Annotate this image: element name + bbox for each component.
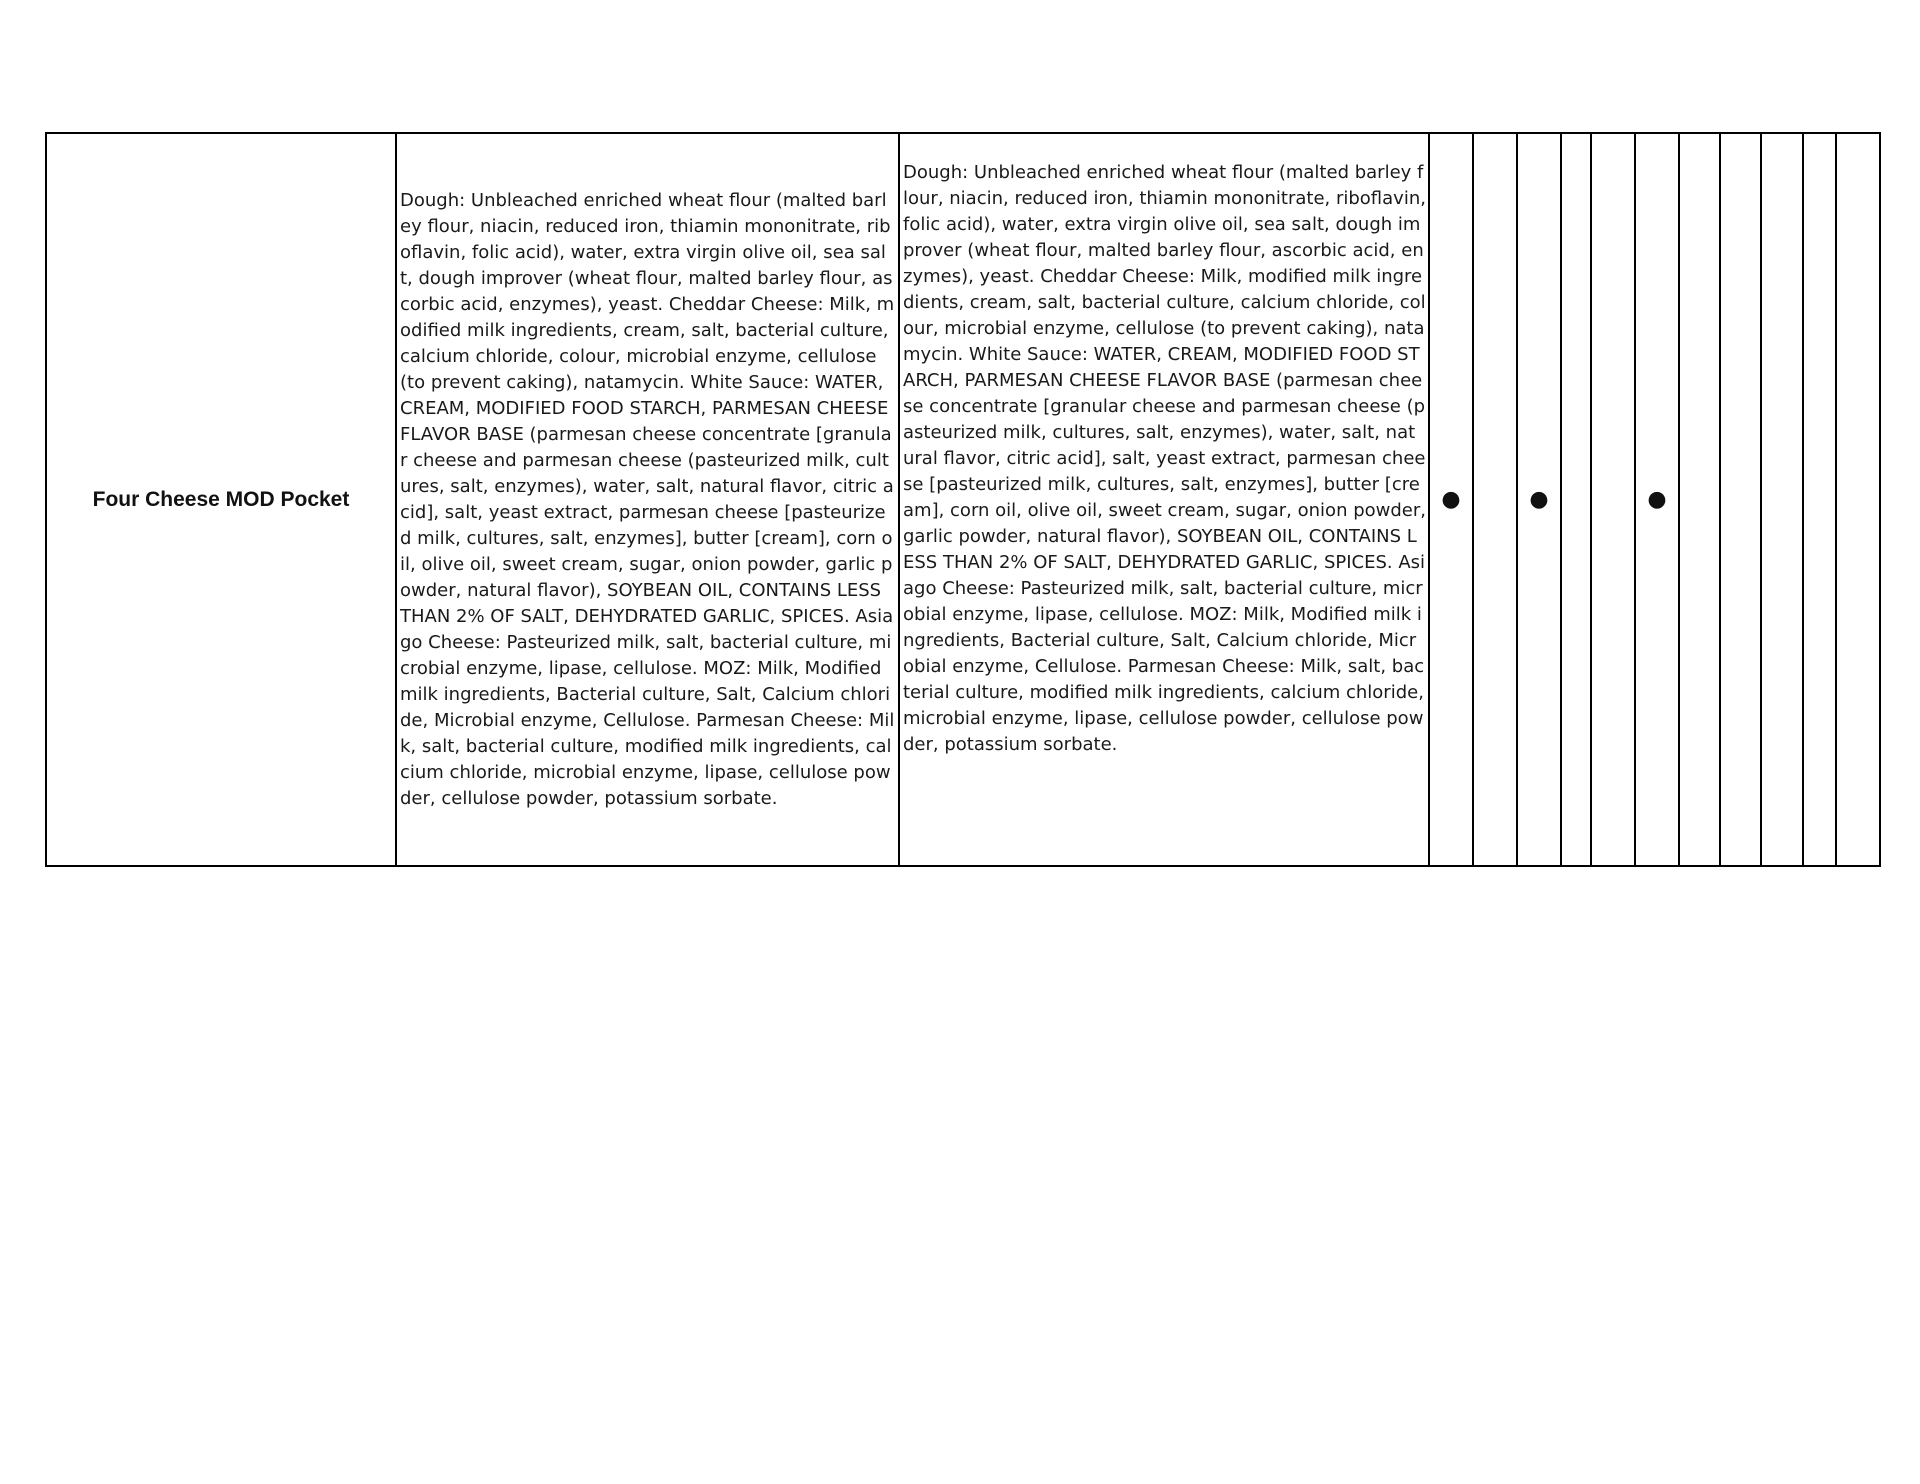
allergen-mark-cell xyxy=(1561,133,1591,866)
ingredients-cell-secondary xyxy=(899,133,1429,866)
allergen-mark: ● xyxy=(1529,486,1549,512)
allergen-mark-cell xyxy=(1591,133,1635,866)
allergen-mark-cell xyxy=(1517,133,1561,866)
allergen-mark-cell xyxy=(1761,133,1803,866)
allergen-mark-cell xyxy=(1836,133,1880,866)
allergen-table xyxy=(45,132,1881,867)
allergen-mark: ● xyxy=(1441,486,1461,512)
allergen-mark-cell xyxy=(1429,133,1473,866)
product-name-cell xyxy=(46,133,396,866)
ingredients-cell-primary xyxy=(396,133,899,866)
allergen-mark-cell xyxy=(1720,133,1761,866)
table-row xyxy=(46,133,1880,866)
allergen-mark-cell xyxy=(1635,133,1679,866)
ingredients-text-primary: Dough: Unbleached enriched wheat flour (malted barley flour, niacin, reduced iron, thiamin mononitrate, riboflavin, folic acid), water, extra virgin olive oil, sea salt, dough improver (wheat flour, malted barley flour, ascorbic acid, enzymes), yeast. Cheddar Cheese: Milk, modified milk ingredients, cream, salt, bacterial culture, calcium chloride, colour, microbial enzyme, cellulose (to prevent caking), natamycin. White Sauce: WATER, CREAM, MODIFIED FOOD STARCH, PARMESAN CHEESE FLAVOR BASE (parmesan cheese concentrate [granular cheese and parmesan cheese (pasteurized milk, cultures, salt, enzymes), water, salt, natural flavor, citric acid], salt, yeast extract, parmesan cheese [pasteurized milk, cultures, salt, enzymes], butter [cream], corn oil, olive oil, sweet cream, sugar, onion powder, garlic powder, natural flavor), SOYBEAN OIL, CONTAINS LESS THAN 2% OF SALT, DEHYDRATED GARLIC, SPICES. Asiago Cheese: Pasteurized milk, salt, bacterial culture, microbial enzyme, lipase, cellulose. MOZ: Milk, Modified milk ingredients, Bacterial culture, Salt, Calcium chloride, Microbial enzyme, Cellulose. Parmesan Cheese: Milk, salt, bacterial culture, modified milk ingredients, calcium chloride, microbial enzyme, lipase, cellulose powder, cellulose powder, potassium sorbate. xyxy=(400,189,895,809)
ingredients-text-secondary: Dough: Unbleached enriched wheat flour (malted barley flour, niacin, reduced iron, thiamin mononitrate, riboflavin, folic acid), water, extra virgin olive oil, sea salt, dough improver (wheat flour, malted barley flour, ascorbic acid, enzymes), yeast. Cheddar Cheese: Milk, modified milk ingredients, cream, salt, bacterial culture, calcium chloride, colour, microbial enzyme, cellulose (to prevent caking), natamycin. White Sauce: WATER, CREAM, MODIFIED FOOD STARCH, PARMESAN CHEESE FLAVOR BASE (parmesan cheese concentrate [granular cheese and parmesan cheese (pasteurized milk, cultures, salt, enzymes), water, salt, natural flavor, citric acid], salt, yeast extract, parmesan cheese [pasteurized milk, cultures, salt, enzymes], butter [cream], corn oil, olive oil, sweet cream, sugar, onion powder, garlic powder, natural flavor), SOYBEAN OIL, CONTAINS LESS THAN 2% OF SALT, DEHYDRATED GARLIC, SPICES. Asiago Cheese: Pasteurized milk, salt, bacterial culture, microbial enzyme, lipase, cellulose. MOZ: Milk, Modified milk ingredients, Bacterial culture, Salt, Calcium chloride, Microbial enzyme, Cellulose. Parmesan Cheese: Milk, salt, bacterial culture, modified milk ingredients, calcium chloride, microbial enzyme, lipase, cellulose powder, cellulose powder, potassium sorbate. xyxy=(903,162,1426,755)
product-name: Four Cheese MOD Pocket xyxy=(92,487,350,511)
allergen-mark-cell xyxy=(1803,133,1836,866)
allergen-mark: ● xyxy=(1647,486,1667,512)
allergen-mark-cell xyxy=(1679,133,1720,866)
allergen-mark-cell xyxy=(1473,133,1517,866)
